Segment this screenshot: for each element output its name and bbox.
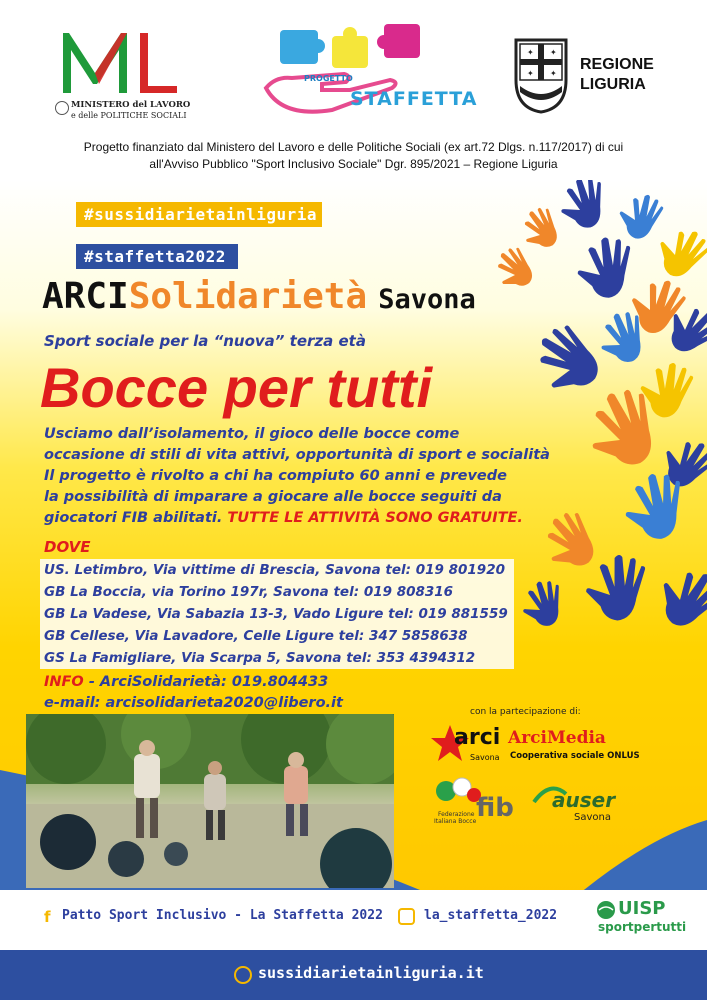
- funding-line1: Progetto finanziato dal Ministero del Lavoro e delle Politiche Sociali (ex art.72 Dlgs. n.117/2017) di cui: [83, 140, 624, 154]
- body-free: TUTTE LE ATTIVITÀ SONO GRATUITE.: [227, 510, 523, 526]
- fib-sub2: Italiana Bocce: [434, 818, 477, 825]
- poster-body: [0, 180, 707, 900]
- header: [0, 0, 707, 180]
- website-link[interactable]: sussidiarietainliguria.it: [258, 964, 484, 982]
- brand-solidarieta: Solidarietà: [128, 276, 368, 317]
- svg-text:✦: ✦: [527, 48, 534, 57]
- ministero-ml-icon: [55, 28, 195, 98]
- headline: Bocce per tutti: [40, 356, 433, 419]
- arcimedia-name: ArciMedia: [508, 728, 606, 748]
- uisp-logo: [596, 898, 686, 942]
- auser-name: auser: [552, 788, 616, 812]
- arcimedia-sub: Cooperativa sociale ONLUS: [510, 751, 640, 761]
- svg-text:✦: ✦: [527, 69, 534, 78]
- footer-website-bar: [0, 950, 707, 1000]
- fib-balls-icon: [434, 775, 482, 807]
- staffetta-logo: [262, 18, 478, 118]
- hashtag-staffetta: #staffetta2022: [76, 244, 238, 269]
- fib-logo: [434, 775, 524, 835]
- arci-partner-logo: [430, 723, 510, 773]
- info-phone: - ArciSolidarietà: 019.804433: [83, 674, 329, 690]
- arci-solidarieta-brand: [42, 276, 476, 317]
- venue-5: GS La Famigliare, Via Scarpa 5, Savona tel: 353 4394312: [40, 647, 514, 669]
- arci-partner-city: Savona: [470, 753, 500, 762]
- body-line1: Usciamo dall’isolamento, il gioco delle bocce come: [44, 426, 460, 442]
- subtitle: Sport sociale per la “nuova” terza età: [44, 332, 366, 350]
- facebook-icon[interactable]: f: [44, 908, 51, 926]
- regione-line2: LIGURIA: [580, 76, 646, 93]
- fib-name: fib: [476, 793, 514, 823]
- body-line2: occasione di stili di vita attivi, opportunità di sport e socialità: [44, 447, 550, 463]
- venue-3: GB La Vadese, Via Sabazia 13-3, Vado Ligure tel: 019 881559: [40, 603, 514, 625]
- globe-icon: [234, 966, 252, 984]
- brand-arci: ARCI: [42, 276, 129, 317]
- bocce-photo: [26, 714, 394, 888]
- uisp-sub: sportpertutti: [598, 920, 687, 934]
- info-label: INFO: [44, 674, 84, 690]
- svg-text:✦: ✦: [550, 69, 557, 78]
- partners-intro: con la partecipazione di:: [470, 707, 581, 717]
- dove-label: DOVE: [44, 538, 91, 556]
- auser-city: Savona: [574, 812, 611, 823]
- venue-1: US. Letimbro, Via vittime di Brescia, Savona tel: 019 801920: [40, 559, 514, 581]
- hashtag-sussidiarieta: #sussidiarietainliguria: [76, 202, 322, 227]
- info-line: [44, 674, 328, 690]
- facebook-link[interactable]: Patto Sport Inclusivo - La Staffetta 2022: [62, 908, 383, 923]
- uisp-name: UISP: [618, 898, 666, 919]
- uisp-globe-icon: [596, 900, 616, 920]
- funding-line2: all'Avviso Pubblico "Sport Inclusivo Sociale" Dgr. 895/2021 – Regione Liguria: [149, 157, 558, 171]
- body-line4: la possibilità di imparare a giocare alle bocce seguiti da: [44, 489, 502, 505]
- body-line5: giocatori FIB abilitati.: [44, 510, 223, 526]
- ministero-line1: MINISTERO del LAVORO: [71, 100, 191, 110]
- regione-liguria-logo: [512, 38, 662, 118]
- arci-partner-name: arci: [454, 725, 501, 750]
- ministero-logo: [55, 28, 195, 123]
- brand-savona: Savona: [378, 284, 476, 315]
- ministero-emblem-icon: [55, 101, 69, 115]
- regione-shield-icon: [512, 38, 570, 114]
- regione-line1: REGIONE: [580, 56, 654, 73]
- fib-sub1: Federazione: [438, 811, 475, 818]
- instagram-link[interactable]: la_staffetta_2022: [424, 908, 558, 923]
- footer-social: [0, 890, 707, 950]
- auser-logo: [532, 784, 632, 828]
- ministero-line2: e delle POLITICHE SOCIALI: [71, 111, 187, 120]
- body-line3: Il progetto è rivolto a chi ha compiuto 60 anni e prevede: [44, 468, 507, 484]
- instagram-icon[interactable]: [398, 908, 415, 925]
- svg-text:✦: ✦: [550, 48, 557, 57]
- staffetta-progetto-label: PROGETTO: [304, 74, 353, 83]
- body-text: [44, 424, 550, 529]
- staffetta-name: STAFFETTA: [350, 88, 478, 110]
- venue-4: GB Cellese, Via Lavadore, Celle Ligure tel: 347 5858638: [40, 625, 514, 647]
- venue-2: GB La Boccia, via Torino 197r, Savona tel: 019 808316: [40, 581, 514, 603]
- info-email: e-mail: arcisolidarieta2020@libero.it: [44, 695, 343, 711]
